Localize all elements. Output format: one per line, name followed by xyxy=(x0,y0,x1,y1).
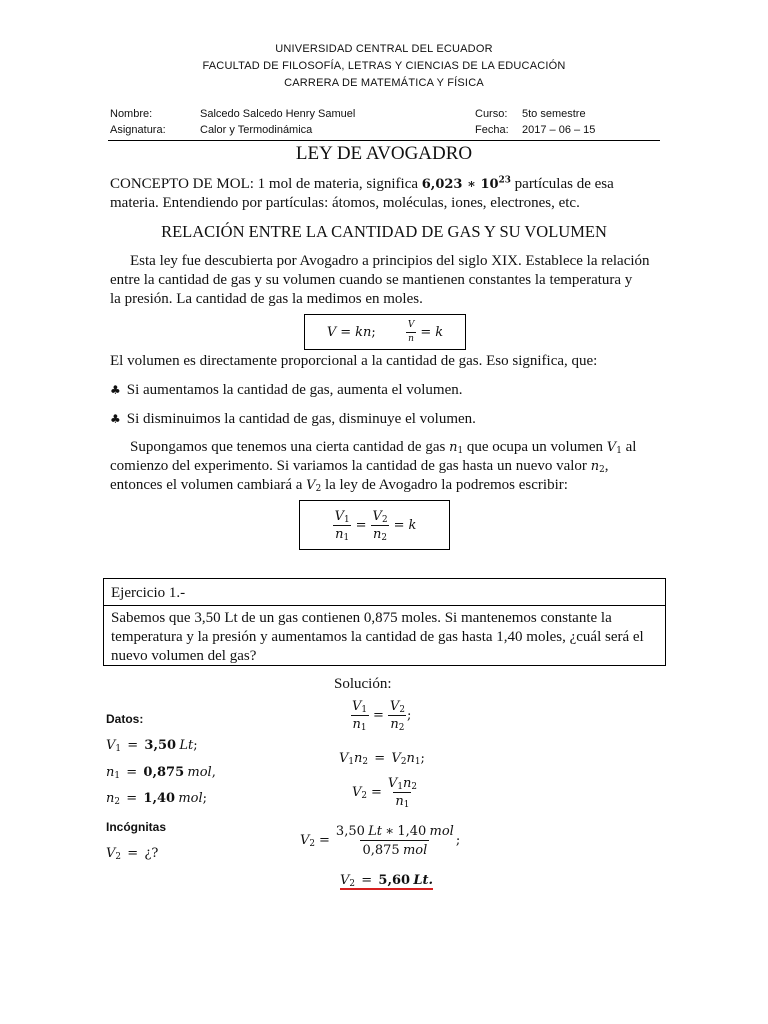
formula-box-2 xyxy=(299,500,450,550)
faculty-name: FACULTAD DE FILOSOFÍA, LETRAS Y CIENCIAS DE LA EDUCACIÓN xyxy=(202,60,566,72)
suppose-text: al xyxy=(625,439,637,455)
intro-line-1: Esta ley fue descubierta por Avogadro a principios del siglo XIX. Establece la relación xyxy=(130,253,650,269)
result xyxy=(340,872,433,888)
concept-text-a: CONCEPTO DE MOL: 1 mol de materia, significa xyxy=(110,176,419,192)
formula-box-1 xyxy=(304,314,466,350)
given-n2: $n_2 = 1,40$ mol; xyxy=(106,791,208,808)
concept-text-b: partículas de esa xyxy=(514,176,614,192)
step-1: $\frac{V_1}{n_1}$ = $\frac{V_2}{n_2}$ ; xyxy=(352,699,412,734)
symbol-n1: $n_1$ xyxy=(449,440,464,457)
suppose-line-1 xyxy=(110,438,658,458)
suppose-text: comienzo del experimento. Si variamos la cantidad de gas hasta un nuevo valor xyxy=(110,458,587,474)
header-divider xyxy=(108,140,660,141)
intro-line-2: entre la cantidad de gas y su volumen cuando se mantienen constantes la temperatura y xyxy=(110,272,633,288)
bullet-text: Si disminuimos la cantidad de gas, disminuye el volumen. xyxy=(126,411,476,427)
step-2: $V_1n_2 = V_2n_1$; xyxy=(339,751,425,768)
club-bullet-icon: ♣ xyxy=(110,412,121,426)
formula1-fraction xyxy=(406,321,417,344)
bullet-text: Si aumentamos la cantidad de gas, aumenta el volumen. xyxy=(126,382,463,398)
club-bullet-icon: ♣ xyxy=(110,383,121,397)
formula1-eq-2: = xyxy=(420,324,432,340)
solution-label: Solución: xyxy=(334,676,392,692)
subject-value: Calor y Termodinámica xyxy=(200,124,313,136)
step-4: $V_2$ = $\frac{\text{3,50 Lt ∗ 1,40 mol}}{\text{0,875 mol}}$ ; xyxy=(300,824,461,858)
symbol-v2: $V_2$ xyxy=(306,478,322,495)
formula1-semi: ; xyxy=(371,324,376,340)
avogadro-mantissa: 6,023 ∗ 10 xyxy=(421,177,499,192)
symbol-v1: $V_1$ xyxy=(606,440,622,457)
name-value: Salcedo Salcedo Henry Samuel xyxy=(200,108,356,120)
date-label: Fecha: xyxy=(475,124,509,136)
unknowns-label: Incógnitas xyxy=(106,820,167,834)
exercise-divider xyxy=(104,605,665,606)
avogadro-number xyxy=(422,177,511,192)
equals-sign: = xyxy=(393,517,405,533)
exercise-line-2: temperatura y la presión y aumentamos la cantidad de gas hasta 1,40 moles, ¿cuál será el xyxy=(111,629,644,645)
intro-line-3: la presión. La cantidad de gas la medimos en moles. xyxy=(110,291,423,307)
bullet-item xyxy=(110,381,658,401)
constant-k: k xyxy=(408,517,417,533)
suppose-text: , xyxy=(604,458,609,474)
university-name: UNIVERSIDAD CENTRAL DEL ECUADOR xyxy=(275,43,493,55)
concept-line-1 xyxy=(110,175,658,195)
course-label: Curso: xyxy=(475,108,508,120)
equals-sign: = xyxy=(355,517,367,533)
suppose-text: Supongamos que tenemos una cierta cantidad de gas xyxy=(130,439,446,455)
concept-line-2: materia. Entendiendo por partículas: átomos, moléculas, iones, electrones, etc. xyxy=(110,195,580,211)
result-underline: $V_2 = 5,60$ Lt. xyxy=(340,873,434,890)
suppose-line-3 xyxy=(110,476,658,496)
formula1-eq: = xyxy=(340,324,352,340)
data-label: Datos: xyxy=(106,712,144,726)
page-title: LEY DE AVOGADRO xyxy=(295,143,473,164)
formula1-frac-den: n xyxy=(408,333,414,344)
avogadro-exponent: 23 xyxy=(498,175,511,186)
exercise-line-3: nuevo volumen del gas? xyxy=(111,648,257,664)
bullet-item xyxy=(110,410,658,430)
symbol-n2: $n_2$ xyxy=(590,459,605,476)
fraction-v2-n2: $\frac{V_2}{n_2}$ xyxy=(372,508,388,543)
course-value: 5to semestre xyxy=(522,108,586,120)
suppose-text: la ley de Avogadro la podremos escribir: xyxy=(324,477,568,493)
section-title: RELACIÓN ENTRE LA CANTIDAD DE GAS Y SU VOLUMEN xyxy=(161,222,607,241)
suppose-text: entonces el volumen cambiará a xyxy=(110,477,303,493)
exercise-title: Ejercicio 1.- xyxy=(111,585,186,601)
proportional-text: El volumen es directamente proporcional a la cantidad de gas. Eso significa, que: xyxy=(110,353,598,369)
fraction-v1-n1: $\frac{V_1}{n_1}$ xyxy=(334,508,350,543)
suppose-line-2 xyxy=(110,457,658,477)
career-name: CARRERA DE MATEMÁTICA Y FÍSICA xyxy=(284,77,484,89)
suppose-text: que ocupa un volumen xyxy=(466,439,604,455)
given-n1: $n_1 = 0,875$ mol, xyxy=(106,765,216,782)
unknown-v2: $V_2$ = ¿? xyxy=(106,846,159,863)
step-3: $V_2$ = $\frac{V_1n_2}{n_1}$ xyxy=(352,776,417,811)
subject-label: Asignatura: xyxy=(110,124,166,136)
date-value: 2017 – 06 – 15 xyxy=(522,124,596,136)
formula1-v: V xyxy=(326,324,337,340)
given-v1: $V_1 = 3,50$ Lt; xyxy=(106,738,198,755)
formula1-k: k xyxy=(435,324,444,340)
formula1-kn: kn xyxy=(355,324,372,340)
name-label: Nombre: xyxy=(110,108,153,120)
exercise-line-1: Sabemos que 3,50 Lt de un gas contienen 0,875 moles. Si mantenemos constante la xyxy=(111,610,612,626)
formula1-frac-num: V xyxy=(407,319,415,330)
exercise-box xyxy=(103,578,666,666)
